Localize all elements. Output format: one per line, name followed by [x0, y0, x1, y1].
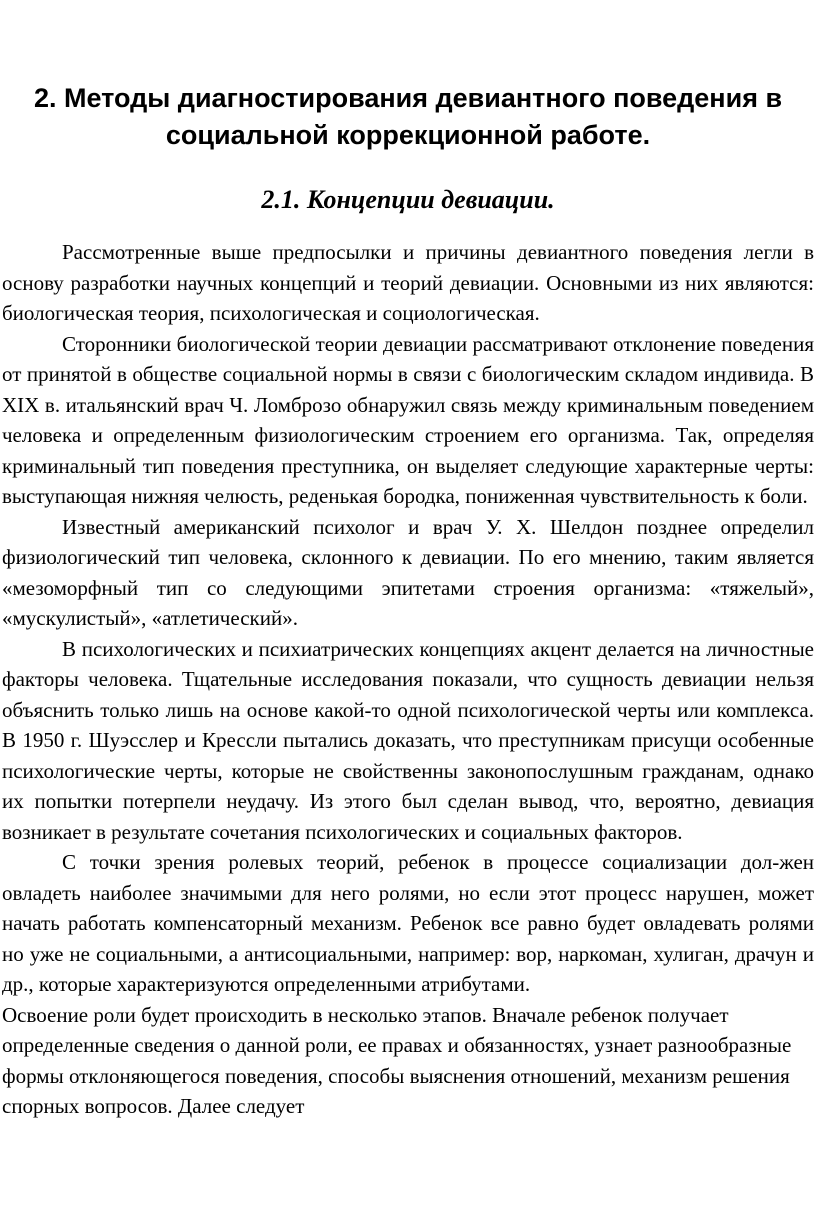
paragraph-biological-theory: Сторонники биологической теории девиации рассматривают отклонение поведения от принятой в обществе социальной нормы в связи с биологическим складом индивида. В XIX в. итальянский врач Ч. Ломброзо обнаружил связь между криминальным поведением человека и определенным физиологическим строением его организма. Так, определяя криминальный тип поведения преступника, он выделяет следующие характерные черты: выступающая нижняя челюсть, реденькая бородка, пониженная чувствительность к боли.: [2, 331, 814, 508]
paragraph-sheldon: Известный американский психолог и врач У. Х. Шелдон позднее определил физиологический тип человека, склонного к девиации. По его мнению, таким является «мезоморфный тип со следующими эпитетами строения организма: «тяжелый», «мускулистый», «атлетический».: [2, 514, 814, 630]
subsection-title: 2.1. Концепции девиации.: [261, 185, 555, 214]
paragraph-role-mastery: Освоение роли будет происходить в несколько этапов. Вначале ребенок получает определенные сведения о данной роли, ее правах и обязанностях, узнает разнообразные формы отклоняющегося поведения, способы выяснения отношений, механизм решения спорных вопросов. Далее следует: [2, 1002, 792, 1118]
paragraph-role-theories: С точки зрения ролевых теорий, ребенок в процессе социализации дол-жен овладеть наиболее значимыми для него ролями, но если этот процесс нарушен, может начать работать компенсаторный механизм. Ребенок все равно будет овладевать ролями но уже не социальными, а антисоциальными, например: вор, наркоман, хулиган, драчун и др., которые характеризуются определенными атрибутами.: [2, 850, 814, 996]
paragraph-intro: Рассмотренные выше предпосылки и причины девиантного поведения легли в основу разработки научных концепций и теорий девиации. Основными из них являются: биологическая теория, психологическая и социологическая.: [2, 240, 814, 325]
paragraph-psychological-concepts: В психологических и психиатрических концепциях акцент делается на личностные факторы человека. Тщательные исследования показали, что сущность девиации нельзя объяснить только лишь на основе какой-то одной психологической черты или комплекса. В 1950 г. Шуэсслер и Крессли пытались доказать, что преступникам присущи особенные психологические черты, которые не свойственны законопослушным гражданам, однако их попытки потерпели неудачу. Из этого был сделан вывод, что, вероятно, девиация возникает в результате сочетания психологических и социальных факторов.: [2, 636, 814, 844]
section-title: 2. Методы диагностирования девиантного поведения в социальной коррекционной работе.: [33, 83, 783, 150]
